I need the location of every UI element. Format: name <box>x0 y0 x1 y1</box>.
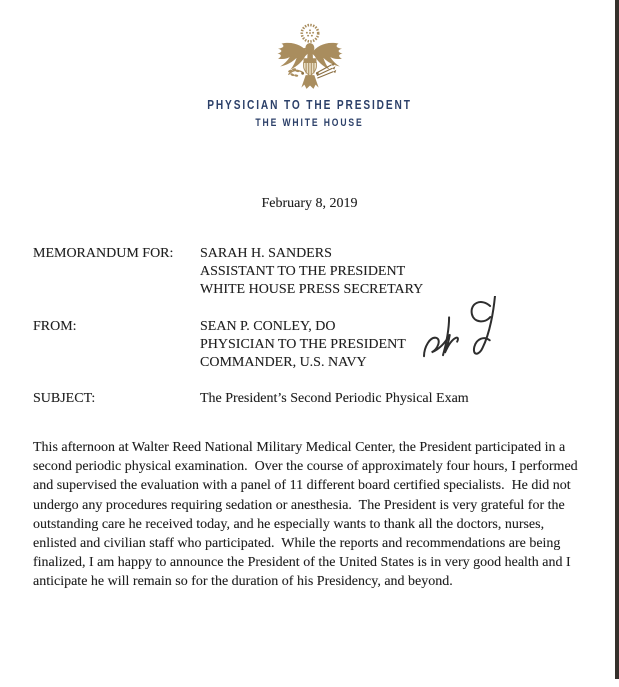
sean-conley-signature-icon <box>417 296 509 374</box>
letterhead-seal-container <box>0 22 619 103</box>
memo-field-from <box>33 318 406 373</box>
memo-field-memorandum-for <box>33 245 423 300</box>
body-line: anticipate he will remain so for the duration of his Presidency, and beyond. <box>33 574 453 590</box>
subject-text: The President’s Second Periodic Physical Exam <box>200 391 469 406</box>
memo-date: February 8, 2019 <box>261 196 358 211</box>
memo-field-subject <box>33 390 469 408</box>
sender-name: SEAN P. CONLEY, DO <box>200 319 336 334</box>
body-line: undergo any procedures requiring sedation or anesthesia. The President is very grateful for the <box>33 497 565 513</box>
letterhead-subtitle: THE WHITE HOUSE <box>255 117 364 129</box>
recipient-title-1: ASSISTANT TO THE PRESIDENT <box>200 264 406 280</box>
sender-title-2: COMMANDER, U.S. NAVY <box>200 355 367 371</box>
body-line: and supervised the evaluation with a panel of 11 different board certified specialists. He did not <box>33 478 571 494</box>
sender-title-1: PHYSICIAN TO THE PRESIDENT <box>200 337 406 353</box>
memo-field-label: SUBJECT: <box>33 391 96 406</box>
memo-field-label: MEMORANDUM FOR: <box>33 246 174 261</box>
memo-body-paragraph <box>33 438 599 592</box>
memo-field-label: FROM: <box>33 319 77 334</box>
signature-container <box>417 296 509 374</box>
body-line: finalized, I am happy to announce the President of the United States is in very good health and I <box>33 555 571 571</box>
body-line: This afternoon at Walter Reed National Military Medical Center, the President participated in a <box>33 440 566 455</box>
memo-field-value <box>200 318 406 373</box>
body-line: enlisted and civilian staff who participated. While the reports and recommendations are being <box>33 536 561 552</box>
scan-edge-artifact <box>615 0 619 679</box>
body-line: second periodic physical examination. Over the course of approximately four hours, I performed <box>33 459 578 475</box>
letterhead-title: PHYSICIAN TO THE PRESIDENT <box>207 97 412 112</box>
recipient-name: SARAH H. SANDERS <box>200 246 332 261</box>
memo-field-value <box>200 245 423 300</box>
memo-field-value <box>200 390 469 408</box>
body-line: outstanding care he received today, and he especially wants to thank all the doctors, nurses, <box>33 516 545 532</box>
recipient-title-2: WHITE HOUSE PRESS SECRETARY <box>200 282 424 298</box>
presidential-eagle-seal-icon <box>266 22 354 98</box>
